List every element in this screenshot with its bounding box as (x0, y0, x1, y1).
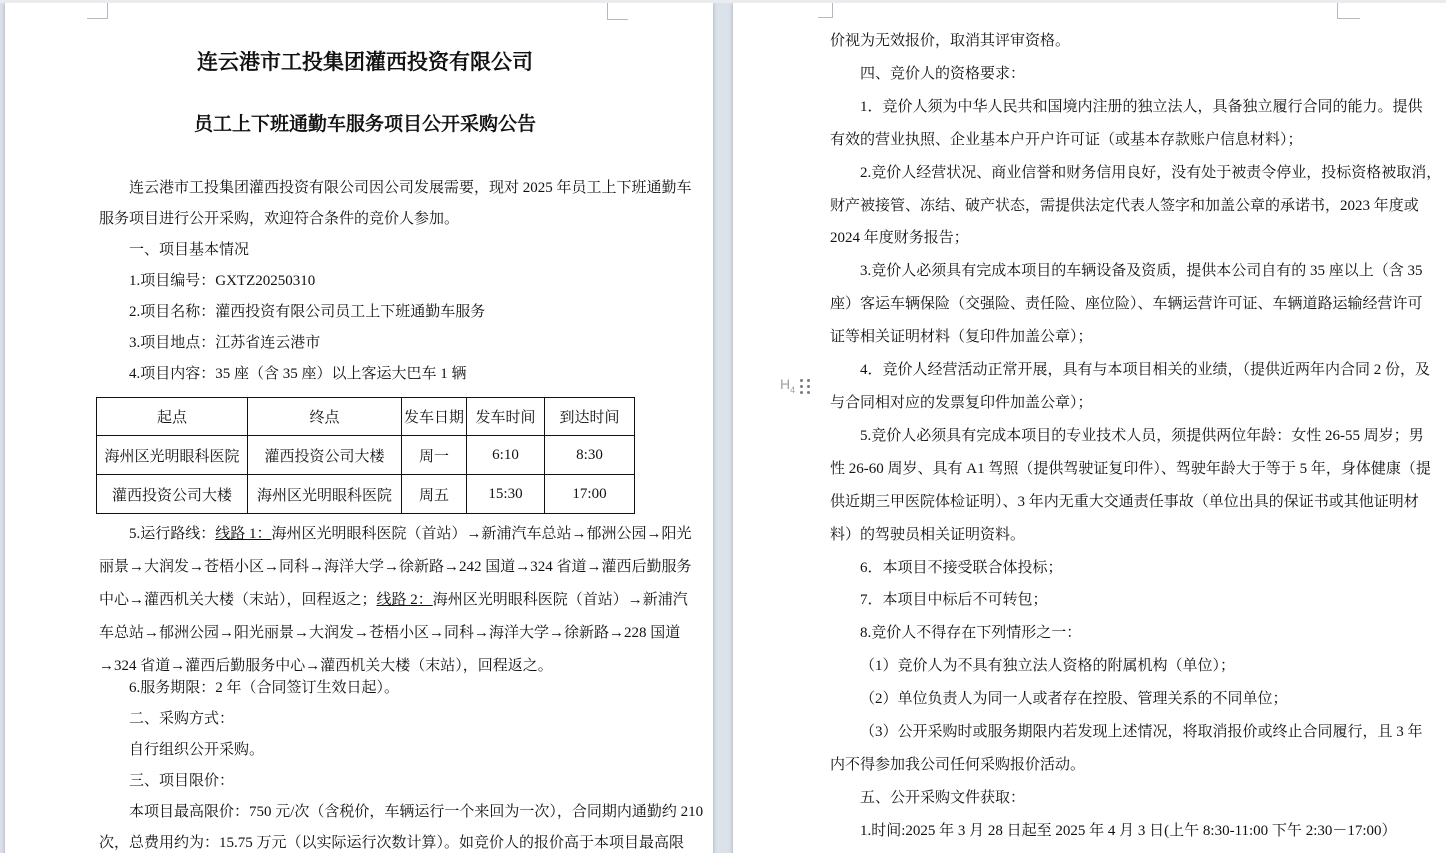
document-text-line[interactable] (99, 704, 631, 735)
text-run: 丽景→大润发→苍梧小区→同科→海洋大学→徐新路→242 国道→324 省道→灌西后勤服务 (99, 559, 692, 575)
document-text-line[interactable] (830, 91, 1423, 124)
text-run: 服务项目进行公开采购，欢迎符合条件的竞价人参加。 (99, 211, 460, 227)
document-text-line[interactable] (830, 617, 1348, 650)
document-text-line[interactable] (830, 584, 1348, 617)
text-run: 价视为无效报价，取消其评审资格。 (830, 33, 1071, 49)
text-run: （1）竞价人为不具有独立法人资格的附属机构（单位）； (860, 658, 1236, 675)
document-text-line[interactable] (830, 716, 1423, 749)
document-text-line[interactable] (99, 266, 631, 297)
text-run: 2.项目名称：灌西投资有限公司员工上下班通勤车服务 (129, 304, 486, 320)
document-text-line[interactable] (830, 157, 1442, 190)
table-cell[interactable]: 15:30 (467, 475, 545, 514)
document-text-line[interactable] (99, 297, 631, 328)
text-run: 四、竞价人的资格要求： (860, 65, 1026, 82)
document-title[interactable]: 连云港市工投集团灌西投资有限公司 (197, 50, 533, 74)
text-run: 1.时间:2025 年 3 月 28 日起至 2025 年 4 月 3 日(上午 8:30-11:00 下午 2:30－17:00） (860, 822, 1397, 839)
text-run: 财产被接管、冻结、破产状态，需提供法定代表人签字和加盖公章的承诺书，2023 年度或 (830, 197, 1419, 214)
document-text-line[interactable] (99, 359, 631, 390)
text-run: 一、项目基本情况 (129, 242, 250, 258)
text-run: 6．本项目不接受联合体投标； (860, 559, 1063, 576)
text-run: 车总站→郁洲公园→阳光丽景→大润发→苍梧小区→同科→海洋大学→徐新路→228 国道 (99, 625, 681, 641)
table-cell[interactable]: 17:00 (545, 475, 635, 514)
text-run: 3.竞价人必须具有完成本项目的车辆设备及资质，提供本公司自有的 35 座以上（含 35 (860, 263, 1423, 280)
text-run: 海州区光明眼科医院（首站）→新浦汽车总站→郁洲公园→阳光 (271, 526, 692, 542)
document-text-line[interactable] (830, 453, 1431, 486)
text-run: 供近期三甲医院体检证明）、3 年内无重大交通责任事故（单位出具的保证书或其他证明材 (830, 493, 1419, 510)
underlined-text-run: 线路 2： (376, 592, 433, 608)
document-text-line[interactable] (830, 683, 1348, 716)
text-run: 连云港市工投集团灌西投资有限公司因公司发展需要，现对 2025 年员工上下班通勤车 (129, 180, 692, 196)
text-run: 与合同相对应的发票复印件加盖公章）； (830, 394, 1093, 411)
document-text-line[interactable] (830, 58, 1348, 91)
document-page-1 (5, 3, 713, 853)
table-cell[interactable]: 海州区光明眼科医院 (248, 475, 402, 514)
document-text-line[interactable] (830, 815, 1397, 848)
document-text-line[interactable] (99, 828, 685, 853)
document-text-line[interactable] (99, 735, 631, 766)
table-cell[interactable]: 灌西投资公司大楼 (97, 475, 248, 514)
text-run: 2024 年度财务报告； (830, 230, 969, 247)
document-text-line[interactable] (830, 222, 1348, 255)
document-text-line[interactable] (99, 518, 692, 551)
document-text-line[interactable] (830, 124, 1348, 157)
document-text-line[interactable] (830, 782, 1348, 815)
document-text-line[interactable] (830, 288, 1423, 321)
text-run: 中心→灌西机关大楼（末站），回程返之； (99, 592, 377, 608)
text-run: 4．竞价人经营活动正常开展，具有与本项目相关的业绩，（提供近两年内合同 2 份，及 (860, 362, 1431, 379)
text-run: 海州区光明眼科医院（首站）→新浦汽 (432, 592, 688, 608)
route-description (99, 518, 692, 683)
document-text-line[interactable] (99, 617, 681, 650)
text-run: 本项目最高限价：750 元/次（含税价，车辆运行一个来回为一次），合同期内通勤约 210 (129, 804, 704, 820)
text-run: 2.竞价人经营状况、商业信誉和财务信用良好，没有处于被责令停业，投标资格被取消， (860, 164, 1442, 181)
table-cell[interactable]: 8:30 (545, 436, 635, 475)
document-text-line[interactable] (830, 519, 1348, 552)
text-run: 3.项目地点：江苏省连云港市 (129, 335, 321, 351)
table-header-cell[interactable]: 到达时间 (545, 398, 635, 436)
document-page-2 (733, 3, 1446, 853)
text-run: 内不得参加我公司任何采购报价活动。 (830, 756, 1086, 773)
document-text-line[interactable] (830, 25, 1348, 58)
document-text-line[interactable] (99, 235, 631, 266)
table-header-cell[interactable]: 发车时间 (467, 398, 545, 436)
document-text-line[interactable] (830, 190, 1419, 223)
document-text-line[interactable] (830, 552, 1348, 585)
six-dot-grid-icon[interactable] (800, 379, 810, 394)
text-run: 5.竞价人必须具有完成本项目的专业技术人员，须提供两位年龄：女性 26-55 周岁；男 (860, 427, 1424, 444)
text-run: 二、采购方式： (129, 711, 235, 727)
text-run: 自行组织公开采购。 (129, 742, 265, 758)
text-run: 三、项目限价： (129, 773, 235, 789)
table-row (97, 436, 635, 475)
text-run: 7．本项目中标后不可转包； (860, 592, 1048, 609)
document-text-line[interactable] (830, 650, 1348, 683)
document-text-line[interactable] (830, 486, 1419, 519)
document-text-line[interactable] (830, 354, 1431, 387)
bus-schedule-table[interactable] (96, 397, 635, 514)
text-run: （2）单位负责人为同一人或者存在控股、管理关系的不同单位； (860, 691, 1288, 708)
text-run: 1.项目编号：GXTZ20250310 (129, 273, 316, 289)
table-header-cell[interactable]: 起点 (97, 398, 248, 436)
page-2-content (830, 3, 1442, 848)
document-text-line[interactable] (830, 255, 1423, 288)
document-text-line[interactable] (99, 797, 704, 828)
text-run: →324 省道→灌西后勤服务中心→灌西机关大楼（末站），回程返之。 (99, 658, 553, 674)
document-text-line[interactable] (99, 173, 692, 204)
text-run: 6.服务期限：2 年（合同签订生效日起）。 (129, 680, 400, 696)
window-top-strip (0, 0, 1446, 3)
text-run: （3）公开采购时或服务期限内若发现上述情况，将取消报价或终止合同履行，且 3 年 (860, 724, 1423, 741)
table-header-row (97, 398, 635, 436)
table-row (97, 475, 635, 514)
page-1-content (99, 3, 704, 853)
text-run: 8.竞价人不得存在下列情形之一： (860, 625, 1082, 642)
document-text-line[interactable] (99, 328, 631, 359)
text-run: 次，总费用约为：15.75 万元（以实际运行次数计算）。如竞价人的报价高于本项目最高限 (99, 835, 685, 851)
table-cell[interactable]: 周一 (402, 436, 467, 475)
table-header-cell[interactable]: 终点 (248, 398, 402, 436)
text-run: 4.项目内容：35 座（含 35 座）以上客运大巴车 1 辆 (129, 366, 467, 382)
text-run: 5.运行路线： (129, 526, 216, 542)
document-text-line[interactable] (830, 420, 1424, 453)
table-cell[interactable]: 周五 (402, 475, 467, 514)
heading-level-label: $H_4$ (780, 376, 796, 395)
document-text-line[interactable] (99, 584, 688, 617)
table-cell[interactable]: 海州区光明眼科医院 (97, 436, 248, 475)
document-subtitle[interactable]: 员工上下班通勤车服务项目公开采购公告 (193, 114, 536, 135)
intro-and-basic-info (99, 173, 692, 390)
underlined-text-run: 线路 1： (215, 526, 272, 542)
table-header-cell[interactable]: 发车日期 (402, 398, 467, 436)
text-run: 五、公开采购文件获取： (860, 789, 1026, 806)
table-cell[interactable]: 6:10 (467, 436, 545, 475)
text-run: 性 26-60 周岁、具有 A1 驾照（提供驾驶证复印件）、驾驶年龄大于等于 5 年，身体健康（提 (830, 460, 1431, 477)
purchase-method-and-price-limit (99, 673, 704, 853)
text-run: 座）客运车辆保险（交强险、责任险、座位险）、车辆运营许可证、车辆道路运输经营许可 (830, 296, 1423, 313)
document-text-line[interactable] (99, 551, 692, 584)
text-run: 1．竞价人须为中华人民共和国境内注册的独立法人，具备独立履行合同的能力。提供 (860, 98, 1423, 115)
document-text-line[interactable] (830, 387, 1348, 420)
text-run: 证等相关证明材料（复印件加盖公章）； (830, 329, 1093, 346)
qualification-requirements (830, 25, 1442, 848)
document-text-line[interactable] (830, 749, 1348, 782)
document-text-line[interactable] (99, 204, 631, 235)
text-run: 料）的驾驶员相关证明资料。 (830, 526, 1026, 543)
heading-block-handle[interactable] (780, 376, 810, 398)
document-text-line[interactable] (99, 766, 631, 797)
text-run: 有效的营业执照、企业基本户开户许可证（或基本存款账户信息材料）； (830, 131, 1303, 148)
document-text-line[interactable] (830, 321, 1348, 354)
table-cell[interactable]: 灌西投资公司大楼 (248, 436, 402, 475)
